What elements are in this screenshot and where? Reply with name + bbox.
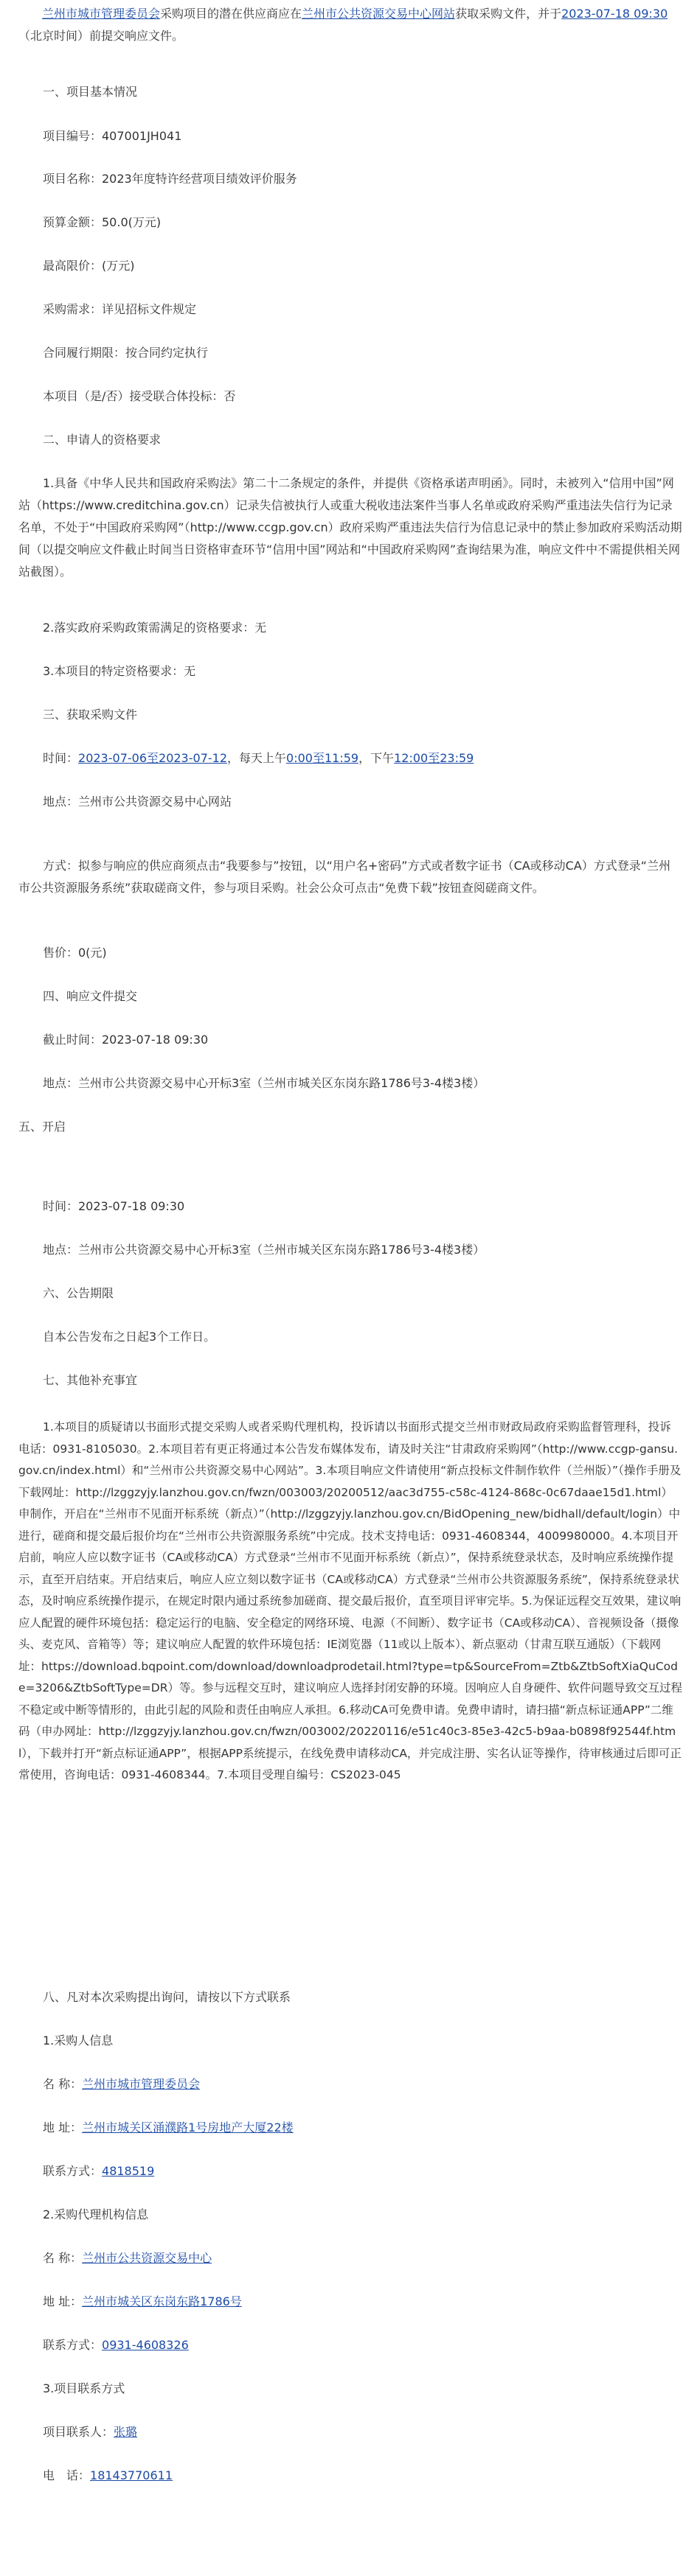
contact-person: 张璐 bbox=[114, 2425, 138, 2439]
label: 地 址： bbox=[43, 2121, 83, 2135]
agent-phone-row bbox=[43, 2334, 697, 2356]
label: 联系方式： bbox=[43, 2164, 103, 2178]
section-title: 五、开启 bbox=[18, 1120, 66, 1134]
buyer-address-row bbox=[43, 2117, 697, 2139]
project-name: 项目名称：2023年度特许经营项目绩效评价服务 bbox=[43, 172, 297, 186]
qualification-1: 1.具备《中华人民共和国政府采购法》第二十二条规定的条件，并提供《资格承诺声明函》。同时，未被列入“信用中国”网站（https://www.creditchina.gov.cn）记录失信被执行人或重大税收违法案件当事人名单或政府采购严重违法失信行为记录名单，不处于“中国政府采购网”（http://www.ccgp.gov.cn）政府采购严重违法失信行为信息记录中的禁止参加政府采购活动期间（以提交响应文件截止时间当日资格审查环节“信用中国”网站和“中国政府采购网”查询结果为准，响应文件中不需提供相关网站截图）。 bbox=[18, 476, 682, 579]
label: 地 址： bbox=[43, 2294, 83, 2308]
acquire-method: 方式：拟参与响应的供应商须点击“我要参与”按钮，以“用户名+密码”方式或者数字证书（CA或移动CA）方式登录“兰州市公共资源服务系统”获取磋商文件，参与项目采购。社会公众可点击“免费下载”按钮查阅磋商文件。 bbox=[18, 859, 671, 895]
label: 时间： bbox=[43, 751, 79, 765]
contract-period: 合同履行期限：按合同约定执行 bbox=[43, 346, 209, 360]
text: ，每天上午 bbox=[227, 751, 287, 765]
buyer-phone: 4818519 bbox=[102, 2164, 155, 2178]
section-title: 八、凡对本次采购提出询问，请按以下方式联系 bbox=[43, 1990, 291, 2004]
section-title: 二、申请人的资格要求 bbox=[43, 433, 162, 447]
agent-phone: 0931-4608326 bbox=[102, 2338, 189, 2352]
label: 名 称： bbox=[43, 2251, 83, 2265]
buyer-phone-row bbox=[43, 2160, 697, 2182]
buyer-link[interactable]: 兰州市城市管理委员会 bbox=[42, 7, 161, 21]
supplementary-text: 1.本项目的质疑请以书面形式提交采购人或者采购代理机构，投诉请以书面形式提交兰州市财政局政府采购监督管理科，投诉电话：0931-8105030。2.本项目若有更正将通过本公告发布媒体发布，请及时关注“甘肃政府采购网”（http://www.ccgp-gansu.gov.cn/index.html）和“兰州市公共资源交易中心网站”。3.本项目响应文件请使用“新点投标文件制作软件（兰州版）”（操作手册及下载网址：http://lzggzyjy.lanzhou.gov.cn/fwzn/003003/20200512/aac3d755-c58c-4124-868c-0c67daae15d1.html）申制作，开启在“兰州市不见面开标系统（新点）”（http://lzggzyjy.lanzhou.gov.cn/BidOpening_new/bidhall/default/login）中进行，磋商和提交最后报价均在“兰州市公共资源服务系统”中完成。技术支持电话：0931-4608344，4009980000。4.本项目开启前，响应人应以数字证书（CA或移动CA）方式登录“兰州市不见面开标系统（新点）”，保持系统登录状态，及时响应系统操作提示，直至开启结束。开启结束后，响应人应立刻以数字证书（CA或移动CA）方式登录“兰州市公共资源服务系统”，保持系统登录状态，及时响应系统操作提示，在规定时限内通过系统参加磋商、提交最后报价，直至项目评审完毕。5.为保证远程交互效果，建议响应人配置的硬件环境包括：稳定运行的电脑、安全稳定的网络环境、电源（不间断）、数字证书（CA或移动CA）、音视频设备（摄像头、麦克风、音箱等）等；建议响应人配置的软件环境包括：IE浏览器（11或以上版本）、新点驱动（甘肃互联互通版）（下载网址：https://download.bqpoint.com/download/downloadprodetail.html?type=tp&SourceFrom=Ztb&ZtbSoftXiaQuCode=3206&ZtbSoftType=DR）等。参与远程交互时，建议响应人选择封闭安静的环境。因响应人自身硬件、软件问题导致交互过程不稳定或中断等情形的，由此引起的风险和责任由响应人承担。6.移动CA可免费申请。免费申请时，请扫描“新点标证通APP”二维码（申办网址：http://lzggzyjy.lanzhou.gov.cn/fwzn/003002/20220116/e51c40c3-85e3-42c5-b9aa-b0898f92544f.html），下载并打开“新点标证通APP”，根据APP系统提示，在线免费申请移动CA，并完成注册、实名认证等操作，待审核通过后即可正常使用，咨询电话：0931-4608344。7.本项目受理自编号：CS2023-045 bbox=[18, 1420, 682, 1781]
intro-text: （北京时间）前提交响应文件。 bbox=[18, 29, 184, 43]
agent-name: 兰州市公共资源交易中心 bbox=[82, 2251, 212, 2265]
range-sep: 至 bbox=[428, 751, 440, 765]
qualification-3: 3.本项目的特定资格要求：无 bbox=[43, 664, 196, 678]
deadline-time: 2023-07-18 09:30 bbox=[561, 7, 668, 21]
section-title: 四、响应文件提交 bbox=[43, 989, 138, 1003]
submit-place: 地点：兰州市公共资源交易中心开标3室（兰州市城关区东岗东路1786号3-4楼3楼） bbox=[43, 1076, 485, 1090]
procurement-requirement: 采购需求：详见招标文件规定 bbox=[43, 302, 197, 316]
buyer-name: 兰州市城市管理委员会 bbox=[82, 2077, 201, 2091]
contact-info-title: 3.项目联系方式 bbox=[43, 2381, 125, 2395]
contact-phone-row bbox=[43, 2465, 697, 2487]
acquire-time bbox=[43, 747, 697, 769]
qualification-2: 2.落实政府采购政策需满足的资格要求：无 bbox=[43, 621, 267, 635]
platform-link[interactable]: 兰州市公共资源交易中心网站 bbox=[302, 7, 456, 21]
buyer-address: 兰州市城关区涌濮路1号房地产大厦22楼 bbox=[82, 2121, 294, 2135]
intro-text: 采购项目的潜在供应商应在 bbox=[160, 7, 302, 21]
date-end: 2023-07-12 bbox=[159, 751, 227, 765]
pm-start: 12:00 bbox=[394, 751, 429, 765]
text: ，下午 bbox=[358, 751, 395, 765]
contact-person-row bbox=[43, 2421, 697, 2443]
agent-name-row bbox=[43, 2247, 697, 2269]
am-end: 11:59 bbox=[324, 751, 359, 765]
document-price: 售价：0(元) bbox=[43, 946, 107, 960]
range-sep: 至 bbox=[312, 751, 325, 765]
open-time: 时间：2023-07-18 09:30 bbox=[43, 1199, 185, 1213]
project-number: 项目编号：407001JH041 bbox=[43, 129, 182, 143]
agent-address-row bbox=[43, 2291, 697, 2313]
intro-text: 获取采购文件，并于 bbox=[455, 7, 562, 21]
max-price: 最高限价：(万元) bbox=[43, 259, 135, 273]
submit-deadline: 截止时间：2023-07-18 09:30 bbox=[43, 1033, 209, 1047]
section-title: 三、获取采购文件 bbox=[43, 708, 138, 722]
agent-info-title: 2.采购代理机构信息 bbox=[43, 2207, 149, 2221]
range-sep: 至 bbox=[147, 751, 159, 765]
pm-end: 23:59 bbox=[440, 751, 474, 765]
acquire-place: 地点：兰州市公共资源交易中心网站 bbox=[43, 795, 232, 809]
section-title: 六、公告期限 bbox=[43, 1286, 114, 1300]
budget-amount: 预算金额：50.0(万元) bbox=[43, 215, 162, 229]
open-place: 地点：兰州市公共资源交易中心开标3室（兰州市城关区东岗东路1786号3-4楼3楼） bbox=[43, 1243, 485, 1257]
label: 电 话： bbox=[43, 2468, 91, 2482]
section-title: 七、其他补充事宜 bbox=[43, 1373, 138, 1387]
am-start: 0:00 bbox=[286, 751, 313, 765]
label: 名 称： bbox=[43, 2077, 83, 2091]
consortium-note: 本项目（是/否）接受联合体投标：否 bbox=[43, 389, 236, 403]
contact-phone: 18143770611 bbox=[90, 2468, 173, 2482]
notice-period: 自本公告发布之日起3个工作日。 bbox=[43, 1330, 216, 1344]
buyer-name-row bbox=[43, 2073, 697, 2095]
label: 项目联系人： bbox=[43, 2425, 114, 2439]
date-start: 2023-07-06 bbox=[78, 751, 147, 765]
buyer-info-title: 1.采购人信息 bbox=[43, 2034, 114, 2048]
indent bbox=[18, 7, 42, 21]
intro-paragraph bbox=[18, 3, 682, 47]
label: 联系方式： bbox=[43, 2338, 103, 2352]
section-title: 一、项目基本情况 bbox=[43, 85, 138, 99]
agent-address: 兰州市城关区东岗东路1786号 bbox=[82, 2294, 242, 2308]
